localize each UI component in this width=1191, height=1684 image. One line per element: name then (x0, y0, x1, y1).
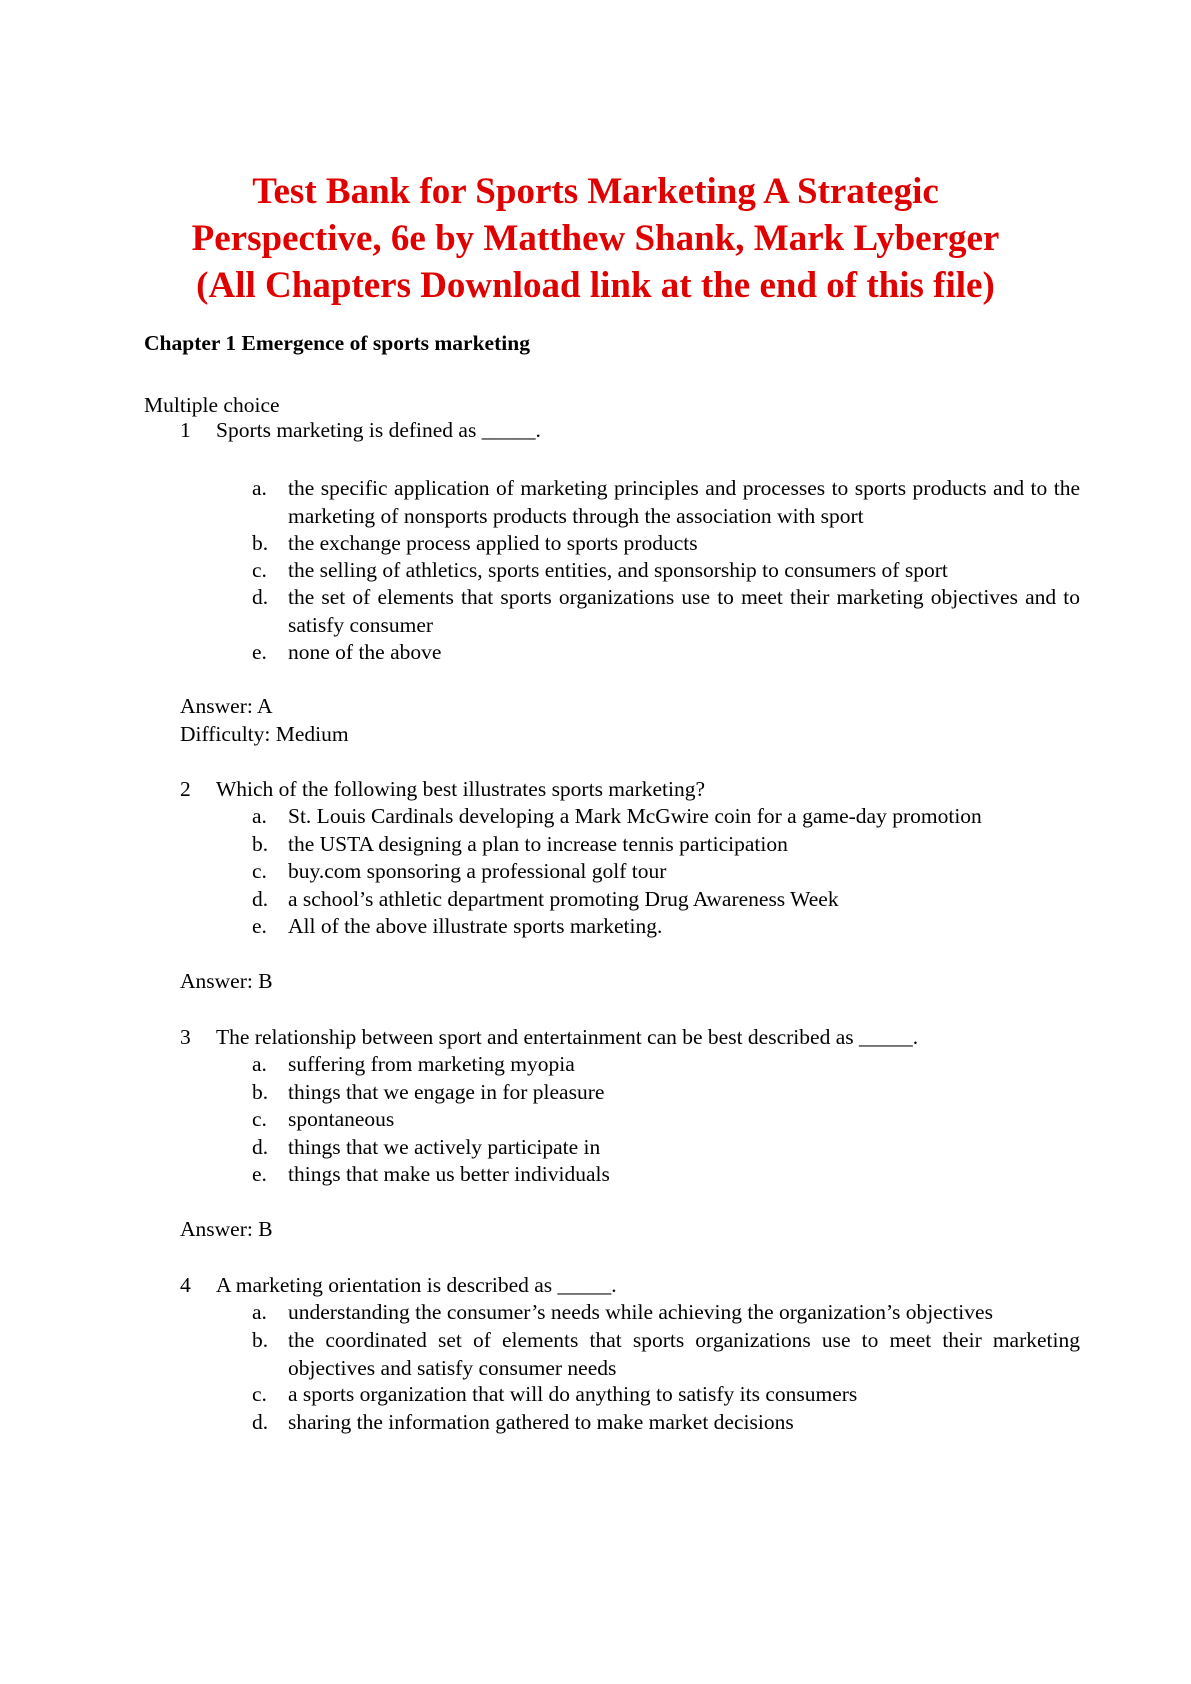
option-text: the USTA designing a plan to increase tennis participation (288, 832, 788, 856)
question-number: 4 (180, 1273, 191, 1297)
option-letter: d. (252, 1410, 269, 1434)
option-text: things that make us better individuals (288, 1162, 610, 1186)
option-text: the selling of athletics, sports entities, and sponsorship to consumers of sport (288, 558, 948, 582)
answer-line: Answer: A (180, 694, 273, 718)
question-stem: A marketing orientation is described as _____. (216, 1273, 617, 1297)
option-text: St. Louis Cardinals developing a Mark McGwire coin for a game-day promotion (288, 804, 982, 828)
title-line-2: Perspective, 6e by Matthew Shank, Mark Lyberger (191, 218, 1000, 259)
section-label: Multiple choice (144, 393, 280, 417)
option-text: spontaneous (288, 1107, 395, 1131)
option-text: the coordinated set of elements that sports organizations use to meet their marketing objectives and satisfy consumer needs (288, 1328, 1080, 1380)
question-number: 1 (180, 418, 191, 442)
question-stem: Which of the following best illustrates sports marketing? (216, 777, 706, 801)
option-text: a sports organization that will do anything to satisfy its consumers (288, 1382, 858, 1406)
option-letter: b. (252, 1080, 269, 1104)
option-text: the exchange process applied to sports products (288, 531, 698, 555)
option-letter: b. (252, 531, 269, 555)
option-letter: b. (252, 1328, 269, 1352)
option-text: things that we engage in for pleasure (288, 1080, 605, 1104)
option-text: All of the above illustrate sports marketing. (288, 914, 663, 938)
difficulty-line: Difficulty: Medium (180, 722, 349, 746)
question-stem: The relationship between sport and entertainment can be best described as _____. (216, 1025, 919, 1049)
option-text: things that we actively participate in (288, 1135, 601, 1159)
option-letter: c. (252, 558, 267, 582)
option-letter: d. (252, 585, 269, 609)
option-letter: a. (252, 1300, 267, 1324)
option-text: a school’s athletic department promoting Drug Awareness Week (288, 887, 839, 911)
document-title (0, 168, 1191, 309)
option-letter: e. (252, 914, 267, 938)
option-letter: d. (252, 1135, 269, 1159)
option-letter: b. (252, 832, 269, 856)
option-text: none of the above (288, 640, 442, 664)
option-letter: e. (252, 640, 267, 664)
option-text: understanding the consumer’s needs while achieving the organization’s objectives (288, 1300, 993, 1324)
option-text: suffering from marketing myopia (288, 1052, 575, 1076)
option-letter: c. (252, 859, 267, 883)
chapter-heading: Chapter 1 Emergence of sports marketing (144, 331, 530, 355)
answer-line: Answer: B (180, 969, 273, 993)
option-letter: e. (252, 1162, 267, 1186)
option-text: buy.com sponsoring a professional golf tour (288, 859, 667, 883)
option-letter: c. (252, 1107, 267, 1131)
question-stem: Sports marketing is defined as _____. (216, 418, 541, 442)
title-line-3: (All Chapters Download link at the end of this file) (196, 265, 995, 306)
question-number: 2 (180, 777, 191, 801)
question-number: 3 (180, 1025, 191, 1049)
option-text: the set of elements that sports organizations use to meet their marketing objectives and to satisfy consumer (288, 585, 1080, 637)
answer-line: Answer: B (180, 1217, 273, 1241)
title-line-1: Test Bank for Sports Marketing A Strategic (252, 171, 939, 212)
option-letter: d. (252, 887, 269, 911)
option-letter: c. (252, 1382, 267, 1406)
option-letter: a. (252, 804, 267, 828)
option-letter: a. (252, 476, 267, 500)
option-text: sharing the information gathered to make market decisions (288, 1410, 794, 1434)
option-letter: a. (252, 1052, 267, 1076)
option-text: the specific application of marketing principles and processes to sports products and to the marketing of nonsports products through the association with sport (288, 476, 1080, 528)
